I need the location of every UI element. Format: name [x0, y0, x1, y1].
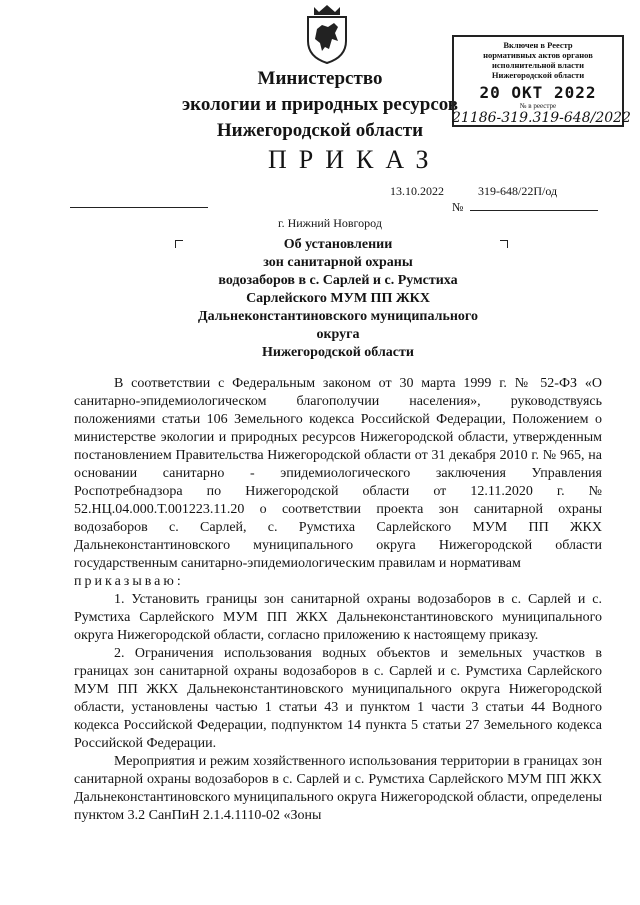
order-body	[74, 375, 602, 825]
subject-line: водозаборов в с. Сарлей и с. Румстиха	[218, 273, 458, 288]
registry-stamp	[452, 35, 631, 127]
subject-line: округа	[316, 327, 360, 342]
subject-line: Дальнеконстантиновского муниципального	[198, 309, 478, 324]
ministry-line-1: Министерство	[257, 68, 383, 89]
stamp-line-3: исполнительной власти	[492, 60, 584, 70]
stamp-line-1: Включен в Реестр	[503, 40, 573, 50]
number-underline	[470, 210, 598, 211]
order-word: приказываю:	[74, 574, 184, 589]
number-sign: №	[452, 200, 464, 214]
ministry-line-3: Нижегородской области	[216, 120, 424, 141]
date-underline	[70, 207, 208, 208]
order-subject	[160, 236, 516, 362]
stamp-registry-number: 21186-319.319-648/2022	[452, 110, 631, 126]
document-type: ПРИКАЗ	[268, 145, 441, 174]
subject-line: Нижегородской области	[262, 345, 414, 360]
city: г. Нижний Новгород	[278, 216, 382, 230]
coat-of-arms-icon	[302, 3, 352, 65]
subject-line: Об установлении	[283, 237, 393, 252]
ministry-line-2: экологии и природных ресурсов	[181, 94, 459, 115]
clause-1: 1. Установить границы зон санитарной охраны водозаборов в с. Сарлей и с. Румстиха Сарлейского МУМ ПП ЖКХ Дальнеконстантиновского муниципального округа Нижегородской области, согласно приложению к настоящему приказу.	[74, 592, 602, 643]
order-number: 319-648/22П/од	[478, 184, 558, 198]
stamp-line-4: Нижегородской области	[491, 70, 585, 80]
clause-3: Мероприятия и режим хозяйственного использования территории в границах зон санитарной охраны водозаборов в с. Сарлей и с. Румстиха Сарлейского МУМ ПП ЖКХ Дальнеконстантиновского муниципального округа Нижегородской области, определены пунктом 3.2 СанПиН 2.1.4.1110-02 «Зоны	[74, 754, 602, 823]
stamp-sub-label: № в реестре	[519, 102, 557, 110]
preamble-paragraph: В соответствии с Федеральным законом от 30 марта 1999 г. № 52-ФЗ «О санитарно-эпидемиологическом благополучии населения», руководствуясь положениями статьи 106 Земельного кодекса Российской Федерации, Положением о министерстве экологии и природных ресурсов Нижегородской области, утвержденным постановлением Правительства Нижегородской области от 31 декабря 2010 г. № 965, на основании санитарно - эпидемиологического заключения Управления Роспотребнадзора по Нижегородской области от 12.11.2020 г. № 52.НЦ.04.000.Т.001223.11.20 о соответствии проекта зон санитарной охраны водозаборов с. Сарлей, с. Румстиха Сарлейского МУМ ПП ЖКХ Дальнеконстантиновского муниципального округа Нижегородской области государственным санитарно-эпидемиологическим правилам и нормативам	[74, 376, 602, 571]
order-date: 13.10.2022	[390, 184, 444, 198]
stamp-line-2: нормативных актов органов	[483, 50, 593, 60]
clause-2: 2. Ограничения использования водных объектов и земельных участков в границах зон санитарной охраны водозаборов в с. Сарлей и с. Румстиха Сарлейского МУМ ПП ЖКХ Дальнеконстантиновского муниципального округа Нижегородской области, установлены частью 1 статьи 43 и пунктом 1 части 3 статьи 44 Водного кодекса Российской Федерации, подпунктом 14 пункта 5 статьи 27 Земельного кодекса Российской Федерации.	[74, 646, 602, 751]
subject-line: Сарлейского МУМ ПП ЖКХ	[246, 291, 430, 306]
subject-line: зон санитарной охраны	[263, 255, 413, 270]
stamp-date: 20 ОКТ 2022	[479, 83, 597, 102]
ministry-title	[160, 66, 480, 144]
